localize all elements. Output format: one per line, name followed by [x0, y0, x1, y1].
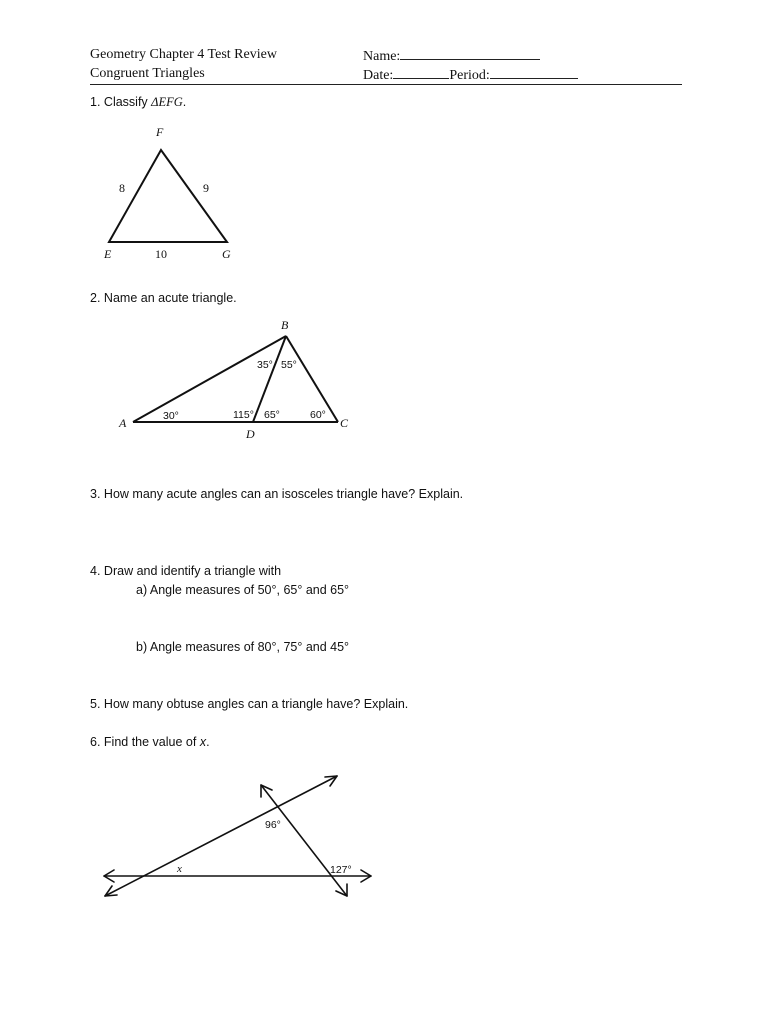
angle-label-dbc: 55° [281, 359, 297, 371]
angle-label-adb: 115° [233, 409, 254, 421]
triangle-name: ΔEFG [151, 95, 183, 109]
side-label-fg: 9 [203, 181, 209, 195]
question-text: Classify [103, 95, 152, 109]
vertex-label-a: A [119, 416, 127, 430]
angle-label-x: x [177, 863, 182, 875]
question-text: Draw and identify a triangle with [103, 564, 282, 578]
question-text: Find the value of [103, 735, 200, 749]
angle-label-abd: 35° [257, 359, 273, 371]
vertex-label-g: G [222, 247, 231, 261]
transversal-line-2 [261, 785, 347, 896]
name-label: Name: [363, 49, 401, 64]
angle-label-96: 96° [265, 819, 281, 831]
angle-label-c: 60° [310, 409, 326, 421]
question-4b: b) Angle measures of 80°, 75° and 45° [136, 640, 350, 654]
angle-label-bdc: 65° [264, 409, 280, 421]
vertex-label-b: B [281, 318, 289, 332]
vertex-label-f: F [156, 125, 164, 139]
question-number: 4. [90, 564, 101, 578]
question-number: 3. [90, 487, 101, 501]
vertex-label-e: E [104, 247, 112, 261]
question-text: How many obtuse angles can a triangle have? Explain. [103, 697, 409, 711]
angle-label-127: 127° [330, 864, 352, 876]
date-label: Date: [363, 68, 394, 83]
question-text: Name an acute triangle. [103, 291, 237, 305]
angle-label-a: 30° [163, 410, 179, 422]
vertex-label-c: C [340, 416, 349, 430]
period-label: Period: [449, 68, 490, 83]
question-number: 2. [90, 291, 101, 305]
question-number: 6. [90, 735, 101, 749]
side-label-ef: 8 [119, 181, 125, 195]
question-6: 6. Find the value of x. [90, 735, 210, 749]
vertex-label-d: D [246, 427, 255, 441]
side-label-eg: 10 [155, 247, 167, 261]
question-text: How many acute angles can an isosceles triangle have? Explain. [103, 487, 464, 501]
variable-x: x [199, 735, 207, 749]
question-number: 5. [90, 697, 101, 711]
question-4a: a) Angle measures of 50°, 65° and 65° [136, 583, 350, 597]
question-1: 1. Classify ΔEFG. [90, 95, 187, 109]
transversal-line-1 [105, 776, 337, 896]
course-title: Geometry Chapter 4 Test Review [90, 47, 277, 62]
question-number: 1. [90, 95, 101, 109]
topic-title: Congruent Triangles [90, 66, 205, 81]
